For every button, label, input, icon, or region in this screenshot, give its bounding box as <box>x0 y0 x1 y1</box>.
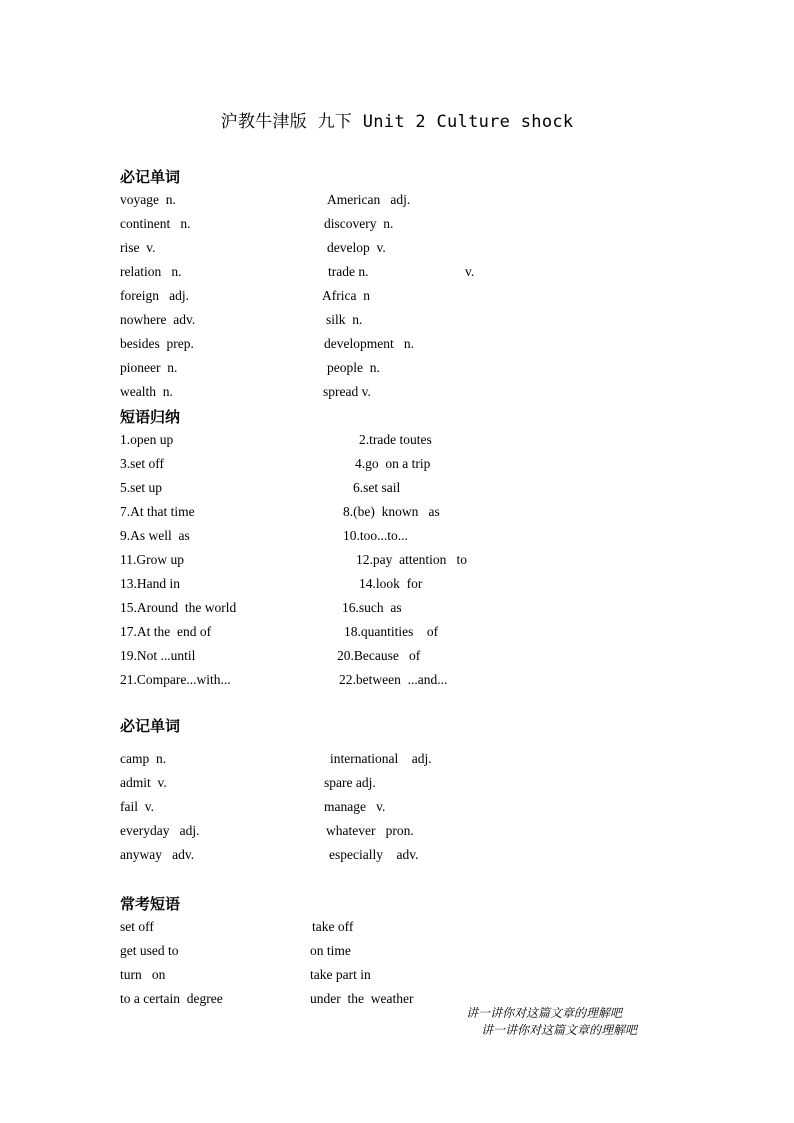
right-list-item: Africa n <box>322 288 370 303</box>
right-list-item: 8.(be) known as <box>343 504 440 519</box>
left-list-item: rise v. <box>120 240 156 255</box>
left-list-item: 1.open up <box>120 432 174 447</box>
right-list-item: take part in <box>310 967 371 982</box>
left-list-item: anyway adv. <box>120 847 195 862</box>
right-list-item: 12.pay attention to <box>356 552 467 567</box>
right-list-item: develop v. <box>327 240 386 255</box>
left-list-item: relation n. <box>120 264 182 279</box>
right-list-item: spread v. <box>323 384 371 399</box>
right-list-item: 2.trade toutes <box>359 432 432 447</box>
left-list-item: turn on <box>120 967 166 982</box>
section-heading-vocab-2: 必记单词 <box>120 717 181 735</box>
vocab-extra-pos: v. <box>465 264 475 279</box>
right-list-item: under the weather <box>310 991 414 1006</box>
right-list-item: 16.such as <box>342 600 402 615</box>
right-list-item: trade n. <box>328 264 369 279</box>
handwritten-note-2: 讲一讲你对这篇文章的理解吧 <box>481 1023 638 1037</box>
left-list-item: wealth n. <box>120 384 173 399</box>
left-list-item: set off <box>120 919 154 934</box>
left-list-item: foreign adj. <box>120 288 189 303</box>
left-list-item: 3.set off <box>120 456 164 471</box>
right-list-item: development n. <box>324 336 414 351</box>
right-list-item: 6.set sail <box>353 480 401 495</box>
left-list-item: camp n. <box>120 751 167 766</box>
right-list-item: discovery n. <box>324 216 394 231</box>
left-list-item: 9.As well as <box>120 528 190 543</box>
left-list-item: get used to <box>120 943 179 958</box>
right-list-item: international adj. <box>330 751 432 766</box>
right-list-item: whatever pron. <box>326 823 414 838</box>
right-list-item: spare adj. <box>324 775 376 790</box>
right-list-item: 22.between ...and... <box>339 672 448 687</box>
left-list-item: fail v. <box>120 799 154 814</box>
left-list-item: 17.At the end of <box>120 624 212 639</box>
section-heading-common-phrases: 常考短语 <box>120 895 181 913</box>
right-list-item: manage v. <box>324 799 386 814</box>
right-list-item: 20.Because of <box>337 648 421 663</box>
left-list-item: nowhere adv. <box>120 312 196 327</box>
right-list-item: American adj. <box>327 192 411 207</box>
section-heading-vocab: 必记单词 <box>120 168 181 186</box>
page-title: 沪教牛津版 九下 Unit 2 Culture shock <box>220 112 574 132</box>
left-list-item: admit v. <box>120 775 167 790</box>
left-list-item: voyage n. <box>120 192 176 207</box>
handwritten-note-1: 讲一讲你对这篇文章的理解吧 <box>466 1006 623 1020</box>
right-list-item: take off <box>312 919 354 934</box>
left-list-item: 5.set up <box>120 480 162 495</box>
left-list-item: to a certain degree <box>120 991 223 1006</box>
right-list-item: especially adv. <box>329 847 419 862</box>
left-list-item: pioneer n. <box>120 360 178 375</box>
left-list-item: 19.Not ...until <box>120 648 196 663</box>
left-list-item: 13.Hand in <box>120 576 180 591</box>
right-list-item: silk n. <box>326 312 363 327</box>
right-list-item: people n. <box>327 360 380 375</box>
section-heading-phrases: 短语归纳 <box>120 408 181 426</box>
left-list-item: 21.Compare...with... <box>120 672 231 687</box>
right-list-item: on time <box>310 943 351 958</box>
left-list-item: continent n. <box>120 216 191 231</box>
right-list-item: 4.go on a trip <box>355 456 431 471</box>
left-list-item: 11.Grow up <box>120 552 184 567</box>
right-list-item: 10.too...to... <box>343 528 408 543</box>
left-list-item: 7.At that time <box>120 504 195 519</box>
right-list-item: 18.quantities of <box>344 624 439 639</box>
left-list-item: everyday adj. <box>120 823 200 838</box>
left-list-item: 15.Around the world <box>120 600 237 615</box>
left-list-item: besides prep. <box>120 336 194 351</box>
right-list-item: 14.look for <box>359 576 423 591</box>
